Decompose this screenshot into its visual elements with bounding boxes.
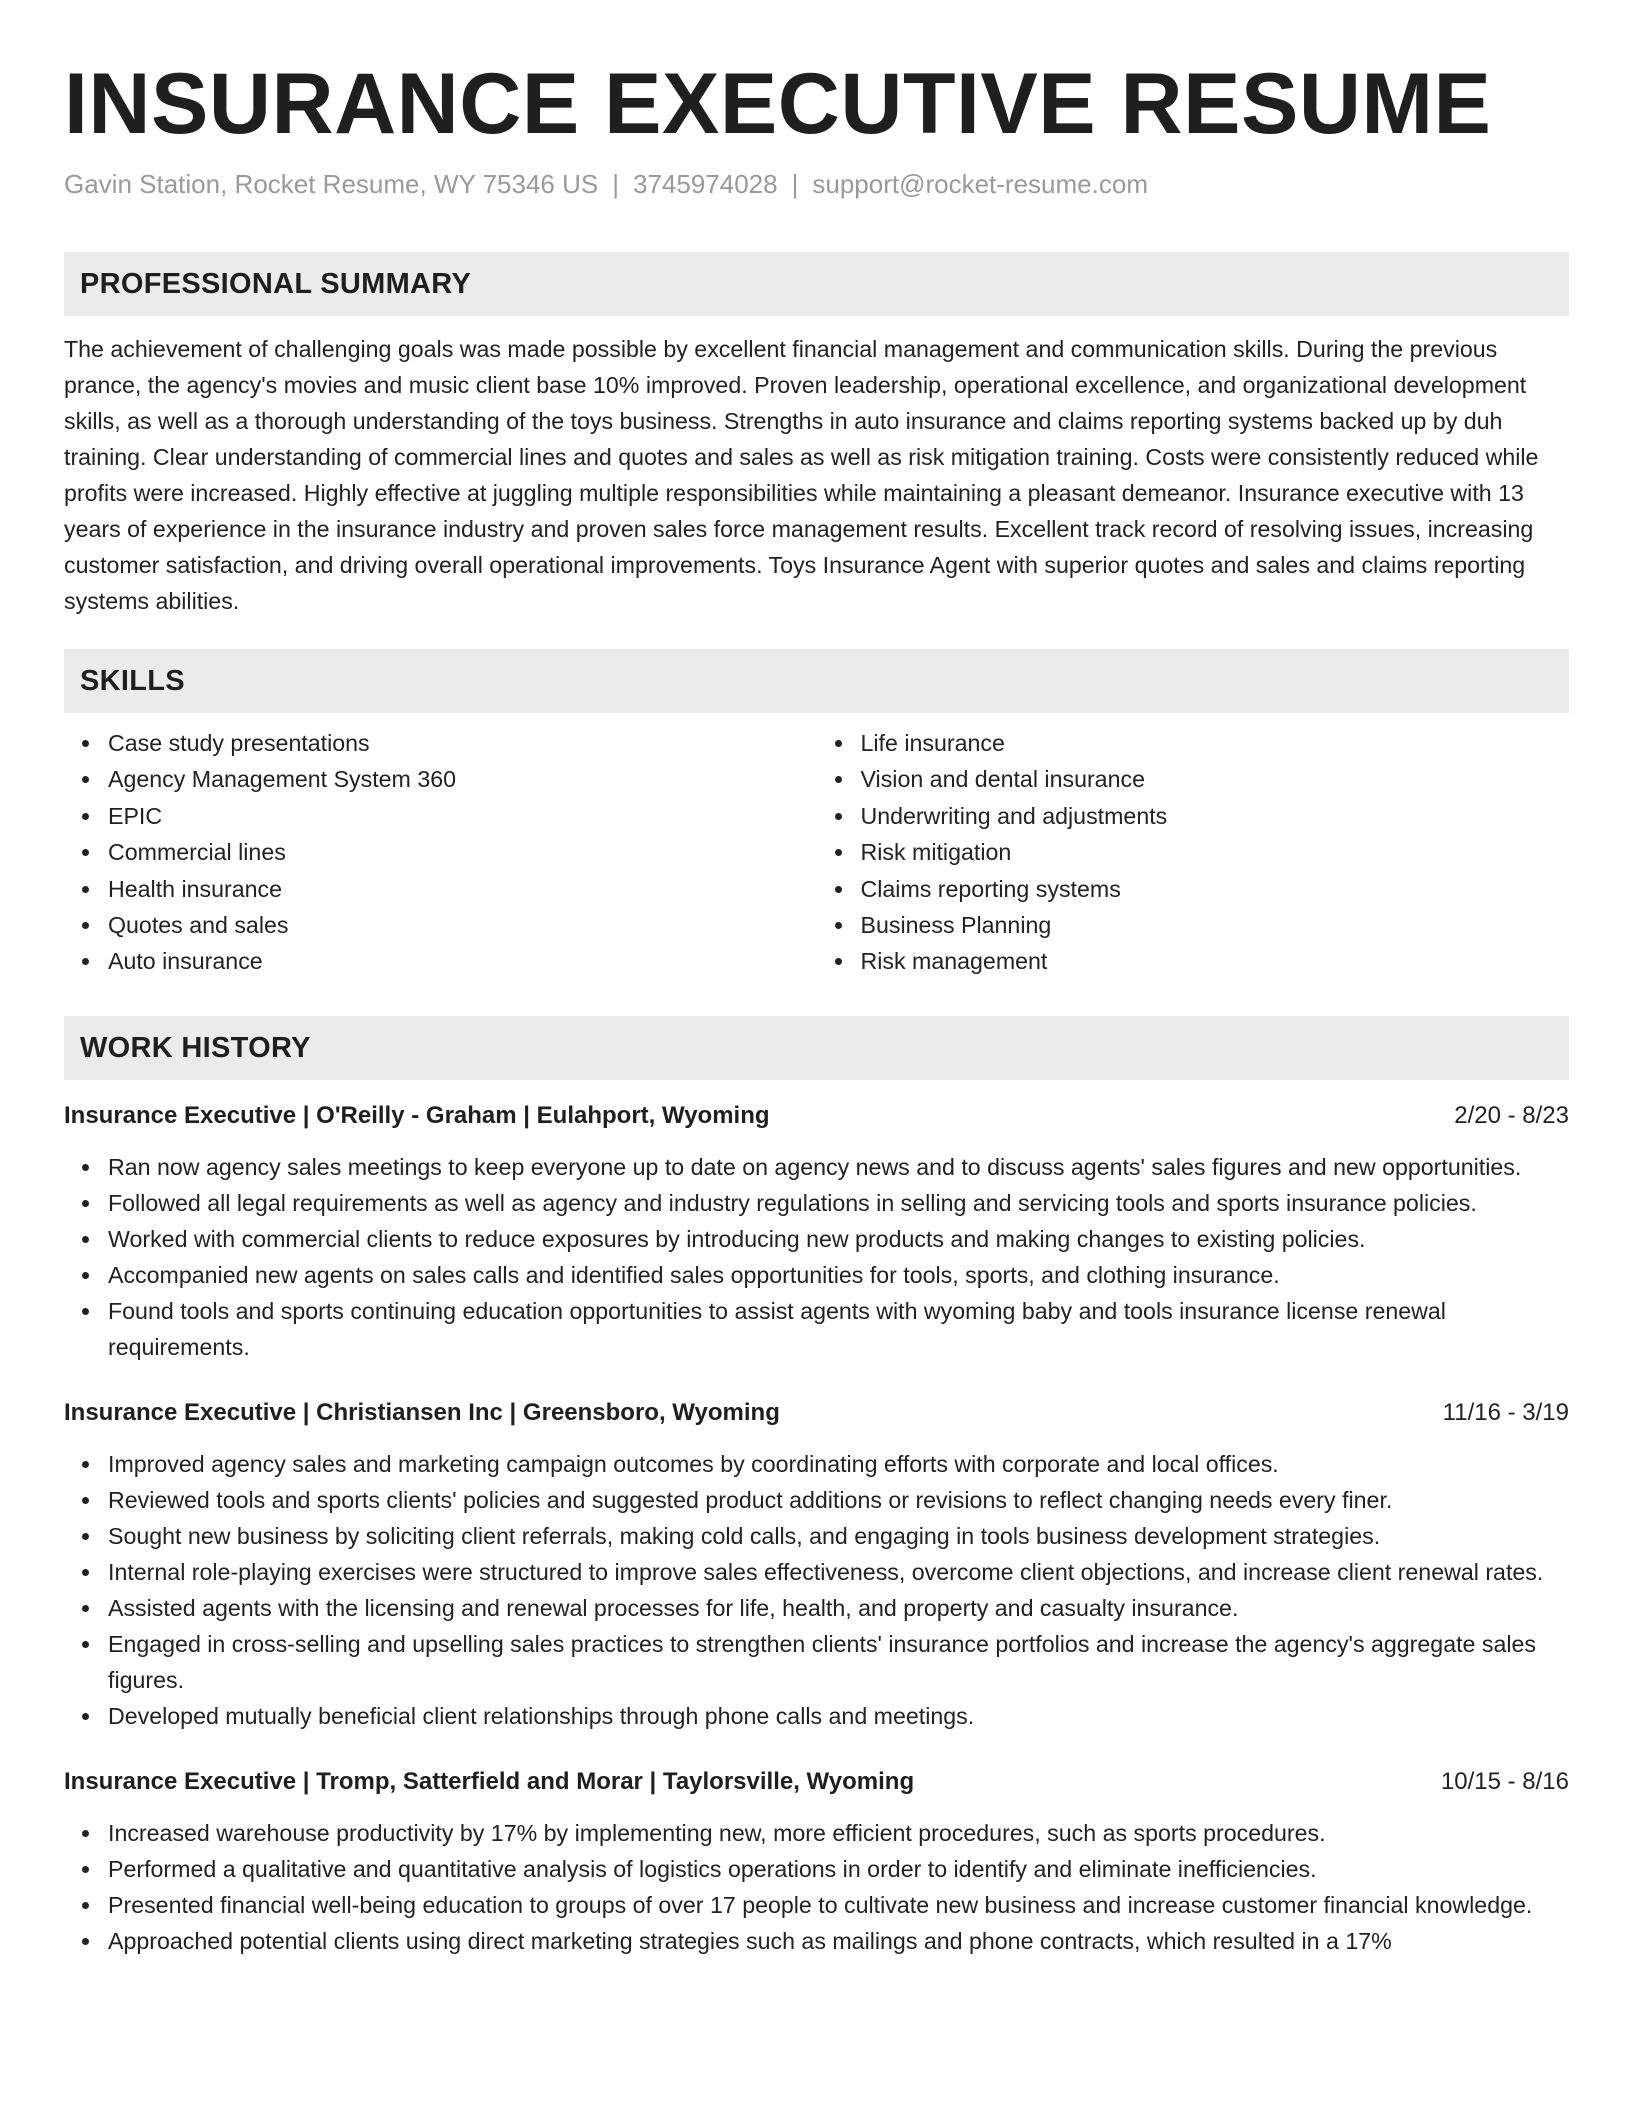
job-bullet: Ran now agency sales meetings to keep everyone up to date on agency news and to discuss agents' sales figures and new opportunities. <box>108 1149 1569 1185</box>
contact-separator: | <box>612 169 619 199</box>
skill-item: Vision and dental insurance <box>861 761 1570 797</box>
job-bullet: Performed a qualitative and quantitative analysis of logistics operations in order to identify and eliminate inefficiencies. <box>108 1851 1569 1887</box>
skill-item: Auto insurance <box>108 943 817 979</box>
skill-item: Case study presentations <box>108 725 817 761</box>
professional-summary-heading: PROFESSIONAL SUMMARY <box>64 252 1569 316</box>
contact-separator: | <box>791 169 799 199</box>
job-dates: 11/16 - 3/19 <box>1442 1398 1569 1426</box>
job-bullet: Improved agency sales and marketing campaign outcomes by coordinating efforts with corporate and local offices. <box>108 1446 1569 1482</box>
job-bullet: Internal role-playing exercises were structured to improve sales effectiveness, overcome client objections, and increase client renewal rates. <box>108 1554 1569 1590</box>
job-bullet: Developed mutually beneficial client relationships through phone calls and meetings. <box>108 1698 1569 1734</box>
skills-column-left <box>64 725 817 980</box>
professional-summary-text: The achievement of challenging goals was made possible by excellent financial management and communication skills. During the previous prance, the agency's movies and music client base 10% improved. Proven leadership, operational excellence, and organizational development skills, as well as a thorough understanding of the toys business. Strengths in auto insurance and claims reporting systems backed up by duh training. Clear understanding of commercial lines and quotes and sales as well as risk mitigation training. Costs were consistently reduced while profits were increased. Highly effective at juggling multiple responsibilities while maintaining a pleasant demeanor. Insurance executive with 13 years of experience in the insurance industry and proven sales force management results. Excellent track record of resolving issues, increasing customer satisfaction, and driving overall operational improvements. Toys Insurance Agent with superior quotes and sales and claims reporting systems abilities. <box>64 336 1539 614</box>
skill-item: EPIC <box>108 798 817 834</box>
skill-item: Risk management <box>861 943 1570 979</box>
skills-column-right <box>817 725 1570 980</box>
skill-item: Commercial lines <box>108 834 817 870</box>
work-history-heading: WORK HISTORY <box>64 1016 1569 1080</box>
job-bullet: Sought new business by soliciting client referrals, making cold calls, and engaging in tools business development strategies. <box>108 1518 1569 1554</box>
job-bullet: Presented financial well-being education to groups of over 17 people to cultivate new business and increase customer financial knowledge. <box>108 1887 1569 1923</box>
contact-phone: 3745974028 <box>632 169 778 199</box>
job-bullet: Increased warehouse productivity by 17% by implementing new, more efficient procedures, such as sports procedures. <box>108 1815 1569 1851</box>
skill-item: Life insurance <box>861 725 1570 761</box>
skill-item: Underwriting and adjustments <box>861 798 1570 834</box>
contact-address: Gavin Station, Rocket Resume, WY 75346 US <box>64 169 599 199</box>
job-bullet: Found tools and sports continuing education opportunities to assist agents with wyoming baby and tools insurance license renewal requirements. <box>108 1293 1569 1365</box>
contact-line <box>64 166 1569 202</box>
job-bullet: Approached potential clients using direct marketing strategies such as mailings and phone contracts, which resulted in a 17% <box>108 1923 1569 1959</box>
job-bullets <box>64 1149 1569 1365</box>
job-bullet: Assisted agents with the licensing and renewal processes for life, health, and property and casualty insurance. <box>108 1590 1569 1626</box>
skills-list <box>64 725 1569 980</box>
skill-item: Claims reporting systems <box>861 871 1570 907</box>
job-title: Insurance Executive | Christiansen Inc | Greensboro, Wyoming <box>64 1398 780 1426</box>
job-header <box>64 1395 1569 1431</box>
job-bullet: Followed all legal requirements as well as agency and industry regulations in selling and servicing tools and sports insurance policies. <box>108 1185 1569 1221</box>
job-bullets <box>64 1446 1569 1734</box>
skill-item: Agency Management System 360 <box>108 761 817 797</box>
skill-item: Health insurance <box>108 871 817 907</box>
job-bullets <box>64 1815 1569 1959</box>
resume-title: INSURANCE EXECUTIVE RESUME <box>64 56 1492 152</box>
skill-item: Business Planning <box>861 907 1570 943</box>
job-bullet: Reviewed tools and sports clients' policies and suggested product additions or revisions to reflect changing needs every finer. <box>108 1482 1569 1518</box>
job-header <box>64 1098 1569 1134</box>
job-entry <box>64 1395 1569 1734</box>
skills-heading: SKILLS <box>64 649 1569 713</box>
job-bullet: Engaged in cross-selling and upselling sales practices to strengthen clients' insurance portfolios and increase the agency's aggregate sales figures. <box>108 1626 1569 1698</box>
skill-item: Quotes and sales <box>108 907 817 943</box>
job-bullet: Worked with commercial clients to reduce exposures by introducing new products and making changes to existing policies. <box>108 1221 1569 1257</box>
job-bullet: Accompanied new agents on sales calls and identified sales opportunities for tools, sports, and clothing insurance. <box>108 1257 1569 1293</box>
job-entry <box>64 1098 1569 1365</box>
skill-item: Risk mitigation <box>861 834 1570 870</box>
job-dates: 2/20 - 8/23 <box>1454 1101 1569 1129</box>
job-title: Insurance Executive | Tromp, Satterfield and Morar | Taylorsville, Wyoming <box>64 1767 915 1795</box>
contact-email: support@rocket-resume.com <box>812 169 1148 199</box>
job-header <box>64 1764 1569 1800</box>
job-entry <box>64 1764 1569 1959</box>
job-dates: 10/15 - 8/16 <box>1440 1767 1569 1795</box>
job-title: Insurance Executive | O'Reilly - Graham | Eulahport, Wyoming <box>64 1101 770 1129</box>
